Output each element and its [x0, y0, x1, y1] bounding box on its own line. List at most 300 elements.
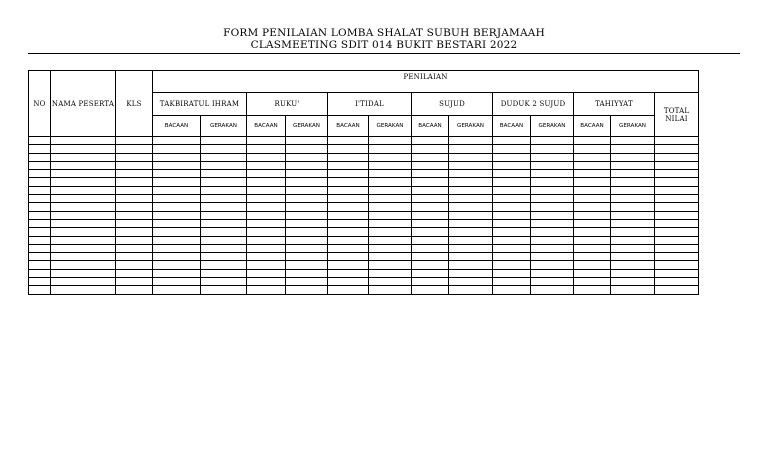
table-cell[interactable] [51, 170, 116, 178]
table-cell[interactable] [369, 236, 412, 244]
table-cell[interactable] [531, 170, 574, 178]
table-cell[interactable] [574, 228, 611, 236]
table-cell[interactable] [369, 261, 412, 269]
table-cell[interactable] [29, 236, 51, 244]
table-cell[interactable] [611, 278, 655, 286]
table-cell[interactable] [201, 236, 247, 244]
table-cell[interactable] [116, 203, 153, 211]
table-cell[interactable] [655, 269, 699, 277]
table-cell[interactable] [369, 286, 412, 294]
table-cell[interactable] [328, 137, 369, 145]
table-cell[interactable] [574, 203, 611, 211]
table-cell[interactable] [201, 161, 247, 169]
table-cell[interactable] [201, 186, 247, 194]
table-cell[interactable] [369, 244, 412, 252]
table-cell[interactable] [449, 261, 493, 269]
table-cell[interactable] [369, 195, 412, 203]
table-cell[interactable] [611, 236, 655, 244]
table-cell[interactable] [51, 178, 116, 186]
table-cell[interactable] [29, 286, 51, 294]
table-cell[interactable] [153, 153, 201, 161]
table-cell[interactable] [611, 253, 655, 261]
table-cell[interactable] [328, 278, 369, 286]
table-cell[interactable] [29, 195, 51, 203]
table-cell[interactable] [493, 286, 531, 294]
table-cell[interactable] [328, 253, 369, 261]
table-cell[interactable] [286, 244, 328, 252]
table-cell[interactable] [493, 195, 531, 203]
table-cell[interactable] [449, 145, 493, 153]
table-cell[interactable] [574, 161, 611, 169]
table-cell[interactable] [29, 219, 51, 227]
table-cell[interactable] [493, 269, 531, 277]
table-cell[interactable] [116, 153, 153, 161]
table-cell[interactable] [574, 253, 611, 261]
table-cell[interactable] [201, 228, 247, 236]
table-cell[interactable] [611, 211, 655, 219]
table-cell[interactable] [369, 145, 412, 153]
table-cell[interactable] [247, 286, 286, 294]
table-cell[interactable] [153, 170, 201, 178]
table-cell[interactable] [611, 203, 655, 211]
table-cell[interactable] [51, 145, 116, 153]
table-cell[interactable] [29, 161, 51, 169]
table-cell[interactable] [29, 137, 51, 145]
table-cell[interactable] [611, 145, 655, 153]
table-cell[interactable] [574, 211, 611, 219]
table-cell[interactable] [328, 219, 369, 227]
table-cell[interactable] [449, 153, 493, 161]
table-cell[interactable] [493, 178, 531, 186]
table-cell[interactable] [611, 186, 655, 194]
table-cell[interactable] [611, 228, 655, 236]
table-cell[interactable] [655, 228, 699, 236]
table-cell[interactable] [247, 219, 286, 227]
table-cell[interactable] [531, 244, 574, 252]
table-cell[interactable] [412, 145, 449, 153]
table-cell[interactable] [247, 236, 286, 244]
table-cell[interactable] [247, 228, 286, 236]
table-cell[interactable] [153, 286, 201, 294]
table-cell[interactable] [116, 269, 153, 277]
table-cell[interactable] [449, 219, 493, 227]
table-cell[interactable] [116, 253, 153, 261]
table-cell[interactable] [247, 195, 286, 203]
table-cell[interactable] [531, 137, 574, 145]
table-cell[interactable] [286, 153, 328, 161]
table-cell[interactable] [369, 137, 412, 145]
table-cell[interactable] [201, 153, 247, 161]
table-cell[interactable] [369, 153, 412, 161]
table-cell[interactable] [116, 161, 153, 169]
table-cell[interactable] [449, 211, 493, 219]
table-cell[interactable] [328, 145, 369, 153]
table-cell[interactable] [153, 228, 201, 236]
table-cell[interactable] [574, 186, 611, 194]
table-cell[interactable] [655, 170, 699, 178]
table-cell[interactable] [531, 261, 574, 269]
table-cell[interactable] [369, 211, 412, 219]
table-cell[interactable] [286, 203, 328, 211]
table-cell[interactable] [29, 278, 51, 286]
table-cell[interactable] [153, 195, 201, 203]
table-cell[interactable] [153, 253, 201, 261]
table-cell[interactable] [531, 269, 574, 277]
table-cell[interactable] [449, 269, 493, 277]
table-cell[interactable] [611, 170, 655, 178]
table-cell[interactable] [116, 228, 153, 236]
table-cell[interactable] [29, 145, 51, 153]
table-cell[interactable] [369, 161, 412, 169]
table-cell[interactable] [116, 145, 153, 153]
table-cell[interactable] [412, 244, 449, 252]
table-cell[interactable] [328, 261, 369, 269]
table-cell[interactable] [449, 228, 493, 236]
table-cell[interactable] [328, 286, 369, 294]
table-cell[interactable] [328, 186, 369, 194]
table-cell[interactable] [611, 269, 655, 277]
table-cell[interactable] [493, 161, 531, 169]
table-cell[interactable] [655, 236, 699, 244]
table-cell[interactable] [531, 145, 574, 153]
table-cell[interactable] [286, 228, 328, 236]
table-cell[interactable] [29, 211, 51, 219]
table-cell[interactable] [449, 244, 493, 252]
table-cell[interactable] [611, 137, 655, 145]
table-cell[interactable] [611, 195, 655, 203]
table-cell[interactable] [412, 219, 449, 227]
table-cell[interactable] [201, 244, 247, 252]
table-cell[interactable] [29, 186, 51, 194]
table-cell[interactable] [449, 195, 493, 203]
table-cell[interactable] [51, 253, 116, 261]
table-cell[interactable] [531, 228, 574, 236]
table-cell[interactable] [247, 203, 286, 211]
table-cell[interactable] [286, 219, 328, 227]
table-cell[interactable] [247, 244, 286, 252]
table-cell[interactable] [153, 261, 201, 269]
table-cell[interactable] [29, 178, 51, 186]
table-cell[interactable] [29, 253, 51, 261]
table-cell[interactable] [247, 170, 286, 178]
table-cell[interactable] [116, 186, 153, 194]
table-cell[interactable] [286, 286, 328, 294]
table-cell[interactable] [328, 211, 369, 219]
table-cell[interactable] [201, 170, 247, 178]
table-cell[interactable] [29, 203, 51, 211]
table-cell[interactable] [369, 253, 412, 261]
table-cell[interactable] [201, 178, 247, 186]
table-cell[interactable] [201, 278, 247, 286]
table-cell[interactable] [412, 153, 449, 161]
table-cell[interactable] [655, 261, 699, 269]
table-cell[interactable] [51, 228, 116, 236]
table-cell[interactable] [116, 211, 153, 219]
table-cell[interactable] [531, 203, 574, 211]
table-cell[interactable] [247, 145, 286, 153]
table-cell[interactable] [201, 219, 247, 227]
table-cell[interactable] [655, 203, 699, 211]
table-cell[interactable] [51, 219, 116, 227]
table-cell[interactable] [493, 186, 531, 194]
table-cell[interactable] [201, 211, 247, 219]
table-cell[interactable] [286, 269, 328, 277]
table-cell[interactable] [574, 286, 611, 294]
table-cell[interactable] [412, 137, 449, 145]
table-cell[interactable] [116, 219, 153, 227]
table-cell[interactable] [449, 170, 493, 178]
table-cell[interactable] [153, 244, 201, 252]
table-cell[interactable] [51, 153, 116, 161]
table-cell[interactable] [655, 145, 699, 153]
table-cell[interactable] [51, 186, 116, 194]
table-cell[interactable] [449, 161, 493, 169]
table-cell[interactable] [153, 161, 201, 169]
table-cell[interactable] [153, 219, 201, 227]
table-cell[interactable] [247, 269, 286, 277]
table-cell[interactable] [51, 236, 116, 244]
table-cell[interactable] [51, 203, 116, 211]
table-cell[interactable] [655, 195, 699, 203]
table-cell[interactable] [531, 153, 574, 161]
table-cell[interactable] [286, 253, 328, 261]
table-cell[interactable] [574, 244, 611, 252]
table-cell[interactable] [449, 253, 493, 261]
table-cell[interactable] [449, 278, 493, 286]
table-cell[interactable] [369, 269, 412, 277]
table-cell[interactable] [655, 153, 699, 161]
table-cell[interactable] [29, 153, 51, 161]
table-cell[interactable] [611, 244, 655, 252]
table-cell[interactable] [574, 261, 611, 269]
table-cell[interactable] [286, 145, 328, 153]
table-cell[interactable] [328, 203, 369, 211]
table-cell[interactable] [493, 153, 531, 161]
table-cell[interactable] [493, 203, 531, 211]
table-cell[interactable] [328, 161, 369, 169]
table-cell[interactable] [611, 161, 655, 169]
table-cell[interactable] [247, 278, 286, 286]
table-cell[interactable] [247, 137, 286, 145]
table-cell[interactable] [116, 236, 153, 244]
table-cell[interactable] [574, 236, 611, 244]
table-cell[interactable] [153, 203, 201, 211]
table-cell[interactable] [201, 286, 247, 294]
table-cell[interactable] [449, 178, 493, 186]
table-cell[interactable] [531, 178, 574, 186]
table-cell[interactable] [369, 278, 412, 286]
table-cell[interactable] [328, 170, 369, 178]
table-cell[interactable] [29, 269, 51, 277]
table-cell[interactable] [412, 186, 449, 194]
table-cell[interactable] [574, 178, 611, 186]
table-cell[interactable] [247, 211, 286, 219]
table-cell[interactable] [531, 161, 574, 169]
table-cell[interactable] [531, 253, 574, 261]
table-cell[interactable] [449, 203, 493, 211]
table-cell[interactable] [328, 195, 369, 203]
table-cell[interactable] [655, 286, 699, 294]
table-cell[interactable] [655, 161, 699, 169]
table-cell[interactable] [51, 137, 116, 145]
table-cell[interactable] [201, 269, 247, 277]
table-cell[interactable] [531, 211, 574, 219]
table-cell[interactable] [51, 261, 116, 269]
table-cell[interactable] [153, 269, 201, 277]
table-cell[interactable] [655, 211, 699, 219]
table-cell[interactable] [201, 203, 247, 211]
table-cell[interactable] [412, 236, 449, 244]
table-cell[interactable] [201, 195, 247, 203]
table-cell[interactable] [531, 219, 574, 227]
table-cell[interactable] [286, 211, 328, 219]
table-cell[interactable] [153, 211, 201, 219]
table-cell[interactable] [449, 236, 493, 244]
table-cell[interactable] [51, 211, 116, 219]
table-cell[interactable] [51, 286, 116, 294]
table-cell[interactable] [116, 178, 153, 186]
table-cell[interactable] [116, 137, 153, 145]
table-cell[interactable] [574, 170, 611, 178]
table-cell[interactable] [51, 195, 116, 203]
table-cell[interactable] [328, 153, 369, 161]
table-cell[interactable] [247, 186, 286, 194]
table-cell[interactable] [493, 211, 531, 219]
table-cell[interactable] [493, 219, 531, 227]
table-cell[interactable] [153, 236, 201, 244]
table-cell[interactable] [29, 228, 51, 236]
table-cell[interactable] [412, 170, 449, 178]
table-cell[interactable] [116, 286, 153, 294]
table-cell[interactable] [531, 236, 574, 244]
table-cell[interactable] [286, 170, 328, 178]
table-cell[interactable] [655, 178, 699, 186]
table-cell[interactable] [328, 244, 369, 252]
table-cell[interactable] [116, 278, 153, 286]
table-cell[interactable] [493, 145, 531, 153]
table-cell[interactable] [531, 186, 574, 194]
table-cell[interactable] [531, 286, 574, 294]
table-cell[interactable] [412, 269, 449, 277]
table-cell[interactable] [153, 137, 201, 145]
table-cell[interactable] [201, 261, 247, 269]
table-cell[interactable] [493, 278, 531, 286]
table-cell[interactable] [655, 244, 699, 252]
table-cell[interactable] [286, 186, 328, 194]
table-cell[interactable] [412, 286, 449, 294]
table-cell[interactable] [247, 253, 286, 261]
table-cell[interactable] [369, 219, 412, 227]
table-cell[interactable] [286, 137, 328, 145]
table-cell[interactable] [611, 261, 655, 269]
table-cell[interactable] [201, 137, 247, 145]
table-cell[interactable] [51, 269, 116, 277]
table-cell[interactable] [328, 178, 369, 186]
table-cell[interactable] [611, 153, 655, 161]
table-cell[interactable] [369, 178, 412, 186]
table-cell[interactable] [369, 170, 412, 178]
table-cell[interactable] [574, 145, 611, 153]
table-cell[interactable] [493, 137, 531, 145]
table-cell[interactable] [286, 178, 328, 186]
table-cell[interactable] [328, 236, 369, 244]
table-cell[interactable] [531, 195, 574, 203]
table-cell[interactable] [412, 278, 449, 286]
table-cell[interactable] [286, 195, 328, 203]
table-cell[interactable] [29, 170, 51, 178]
table-cell[interactable] [412, 195, 449, 203]
table-cell[interactable] [286, 261, 328, 269]
table-cell[interactable] [493, 236, 531, 244]
table-cell[interactable] [655, 137, 699, 145]
table-cell[interactable] [611, 219, 655, 227]
table-cell[interactable] [574, 269, 611, 277]
table-cell[interactable] [412, 228, 449, 236]
table-cell[interactable] [29, 261, 51, 269]
table-cell[interactable] [116, 261, 153, 269]
table-cell[interactable] [369, 203, 412, 211]
table-cell[interactable] [153, 186, 201, 194]
table-cell[interactable] [412, 161, 449, 169]
table-cell[interactable] [493, 244, 531, 252]
table-cell[interactable] [493, 228, 531, 236]
table-cell[interactable] [412, 178, 449, 186]
table-cell[interactable] [51, 244, 116, 252]
table-cell[interactable] [247, 153, 286, 161]
table-cell[interactable] [51, 161, 116, 169]
table-cell[interactable] [153, 145, 201, 153]
table-cell[interactable] [493, 253, 531, 261]
table-cell[interactable] [247, 161, 286, 169]
table-cell[interactable] [153, 278, 201, 286]
table-cell[interactable] [493, 170, 531, 178]
table-cell[interactable] [247, 178, 286, 186]
table-cell[interactable] [574, 195, 611, 203]
table-cell[interactable] [247, 261, 286, 269]
table-cell[interactable] [286, 236, 328, 244]
table-cell[interactable] [412, 203, 449, 211]
table-cell[interactable] [328, 228, 369, 236]
table-cell[interactable] [574, 137, 611, 145]
table-cell[interactable] [655, 253, 699, 261]
table-cell[interactable] [574, 219, 611, 227]
table-cell[interactable] [574, 278, 611, 286]
table-cell[interactable] [29, 244, 51, 252]
table-cell[interactable] [655, 186, 699, 194]
table-cell[interactable] [116, 244, 153, 252]
table-cell[interactable] [369, 186, 412, 194]
table-cell[interactable] [201, 145, 247, 153]
table-cell[interactable] [286, 278, 328, 286]
table-cell[interactable] [449, 186, 493, 194]
table-cell[interactable] [449, 286, 493, 294]
table-cell[interactable] [116, 195, 153, 203]
table-cell[interactable] [286, 161, 328, 169]
table-cell[interactable] [531, 278, 574, 286]
table-cell[interactable] [655, 278, 699, 286]
table-cell[interactable] [412, 261, 449, 269]
table-cell[interactable] [412, 253, 449, 261]
table-cell[interactable] [412, 211, 449, 219]
table-cell[interactable] [201, 253, 247, 261]
table-cell[interactable] [328, 269, 369, 277]
table-cell[interactable] [574, 153, 611, 161]
table-cell[interactable] [369, 228, 412, 236]
table-cell[interactable] [493, 261, 531, 269]
table-cell[interactable] [153, 178, 201, 186]
table-cell[interactable] [655, 219, 699, 227]
table-cell[interactable] [611, 286, 655, 294]
